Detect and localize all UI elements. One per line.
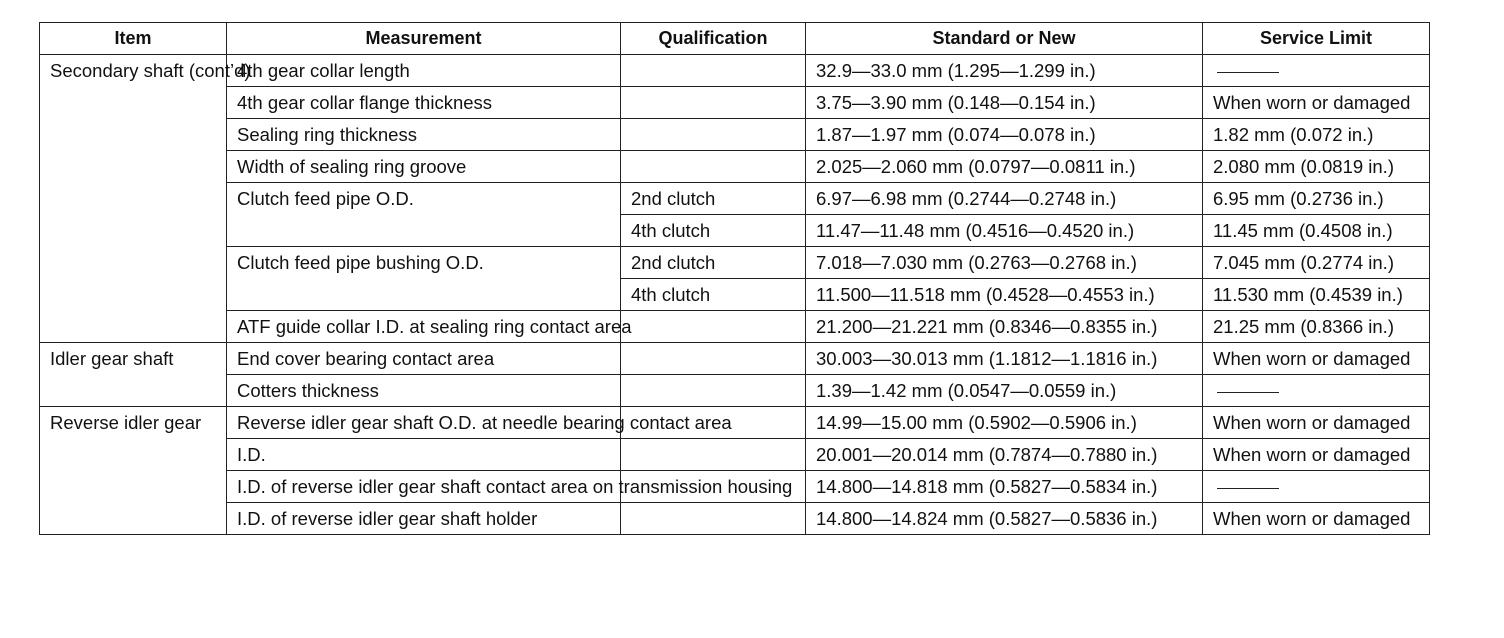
measurement-cell: Clutch feed pipe O.D.	[227, 183, 621, 215]
measurement-cell: Cotters thickness	[227, 375, 621, 407]
standard-cell: 32.9—33.0 mm (1.295—1.299 in.)	[806, 55, 1203, 87]
measurement-cell: Reverse idler gear shaft O.D. at needle bearing contact area	[227, 407, 621, 439]
qualification-cell: 2nd clutch	[621, 247, 806, 279]
dash-mark	[1217, 72, 1279, 73]
qualification-cell	[621, 87, 806, 119]
measurement-cell: I.D. of reverse idler gear shaft contact area on transmission housing	[227, 471, 621, 503]
measurement-cell: I.D.	[227, 439, 621, 471]
measurement-cell: 4th gear collar flange thickness	[227, 87, 621, 119]
service-limit-cell: 11.45 mm (0.4508 in.)	[1203, 215, 1430, 247]
service-limit-cell: When worn or damaged	[1203, 407, 1430, 439]
table-row	[40, 55, 1430, 87]
qualification-cell	[621, 375, 806, 407]
table-row	[40, 343, 1430, 375]
table-row	[40, 247, 1430, 279]
service-limit-cell	[1203, 55, 1430, 87]
qualification-cell	[621, 151, 806, 183]
service-limit-cell: 1.82 mm (0.072 in.)	[1203, 119, 1430, 151]
standard-cell: 14.800—14.818 mm (0.5827—0.5834 in.)	[806, 471, 1203, 503]
group-idler-gear-shaft: Idler gear shaft	[40, 343, 227, 407]
table-row	[40, 87, 1430, 119]
measurement-cell: End cover bearing contact area	[227, 343, 621, 375]
standard-cell: 1.39—1.42 mm (0.0547—0.0559 in.)	[806, 375, 1203, 407]
service-limit-cell: 7.045 mm (0.2774 in.)	[1203, 247, 1430, 279]
dash-mark	[1217, 488, 1279, 489]
standard-cell: 30.003—30.013 mm (1.1812—1.1816 in.)	[806, 343, 1203, 375]
measurement-cell: Sealing ring thickness	[227, 119, 621, 151]
service-limit-cell: 2.080 mm (0.0819 in.)	[1203, 151, 1430, 183]
measurement-cell: Width of sealing ring groove	[227, 151, 621, 183]
standard-cell: 3.75—3.90 mm (0.148—0.154 in.)	[806, 87, 1203, 119]
standard-cell: 11.500—11.518 mm (0.4528—0.4553 in.)	[806, 279, 1203, 311]
qualification-cell	[621, 343, 806, 375]
standard-cell: 1.87—1.97 mm (0.074—0.078 in.)	[806, 119, 1203, 151]
service-limit-cell	[1203, 375, 1430, 407]
measurement-cell: Clutch feed pipe bushing O.D.	[227, 247, 621, 279]
table-row	[40, 503, 1430, 535]
standard-cell: 20.001—20.014 mm (0.7874—0.7880 in.)	[806, 439, 1203, 471]
group-secondary-shaft: Secondary shaft (cont’d)	[40, 55, 227, 343]
standard-cell: 11.47—11.48 mm (0.4516—0.4520 in.)	[806, 215, 1203, 247]
qualification-cell: 4th clutch	[621, 215, 806, 247]
header-row	[40, 23, 1430, 55]
service-limit-cell: When worn or damaged	[1203, 87, 1430, 119]
qualification-cell	[621, 439, 806, 471]
header-service-limit: Service Limit	[1203, 23, 1430, 55]
standard-cell: 7.018—7.030 mm (0.2763—0.2768 in.)	[806, 247, 1203, 279]
qualification-cell	[621, 503, 806, 535]
service-limit-cell: When worn or damaged	[1203, 503, 1430, 535]
qualification-cell	[621, 55, 806, 87]
service-limit-cell: When worn or damaged	[1203, 439, 1430, 471]
table-row	[40, 151, 1430, 183]
standard-cell: 14.800—14.824 mm (0.5827—0.5836 in.)	[806, 503, 1203, 535]
service-limit-cell: 11.530 mm (0.4539 in.)	[1203, 279, 1430, 311]
header-qualification: Qualification	[621, 23, 806, 55]
standard-cell: 2.025—2.060 mm (0.0797—0.0811 in.)	[806, 151, 1203, 183]
table-row	[40, 119, 1430, 151]
standard-cell: 14.99—15.00 mm (0.5902—0.5906 in.)	[806, 407, 1203, 439]
header-measurement: Measurement	[227, 23, 621, 55]
qualification-cell: 4th clutch	[621, 279, 806, 311]
header-item: Item	[40, 23, 227, 55]
measurement-cell: 4th gear collar length	[227, 55, 621, 87]
spec-table	[39, 22, 1430, 535]
header-standard: Standard or New	[806, 23, 1203, 55]
service-limit-cell: When worn or damaged	[1203, 343, 1430, 375]
dash-mark	[1217, 392, 1279, 393]
service-limit-cell: 6.95 mm (0.2736 in.)	[1203, 183, 1430, 215]
table-row	[40, 439, 1430, 471]
service-limit-cell: 21.25 mm (0.8366 in.)	[1203, 311, 1430, 343]
table-row	[40, 375, 1430, 407]
measurement-cell: I.D. of reverse idler gear shaft holder	[227, 503, 621, 535]
measurement-cell	[227, 215, 621, 247]
table-row	[40, 215, 1430, 247]
group-reverse-idler-gear: Reverse idler gear	[40, 407, 227, 535]
table-row	[40, 279, 1430, 311]
standard-cell: 6.97—6.98 mm (0.2744—0.2748 in.)	[806, 183, 1203, 215]
measurement-cell	[227, 279, 621, 311]
measurement-cell: ATF guide collar I.D. at sealing ring contact area	[227, 311, 621, 343]
qualification-cell	[621, 119, 806, 151]
service-limit-cell	[1203, 471, 1430, 503]
table-row	[40, 183, 1430, 215]
qualification-cell	[621, 311, 806, 343]
standard-cell: 21.200—21.221 mm (0.8346—0.8355 in.)	[806, 311, 1203, 343]
qualification-cell: 2nd clutch	[621, 183, 806, 215]
